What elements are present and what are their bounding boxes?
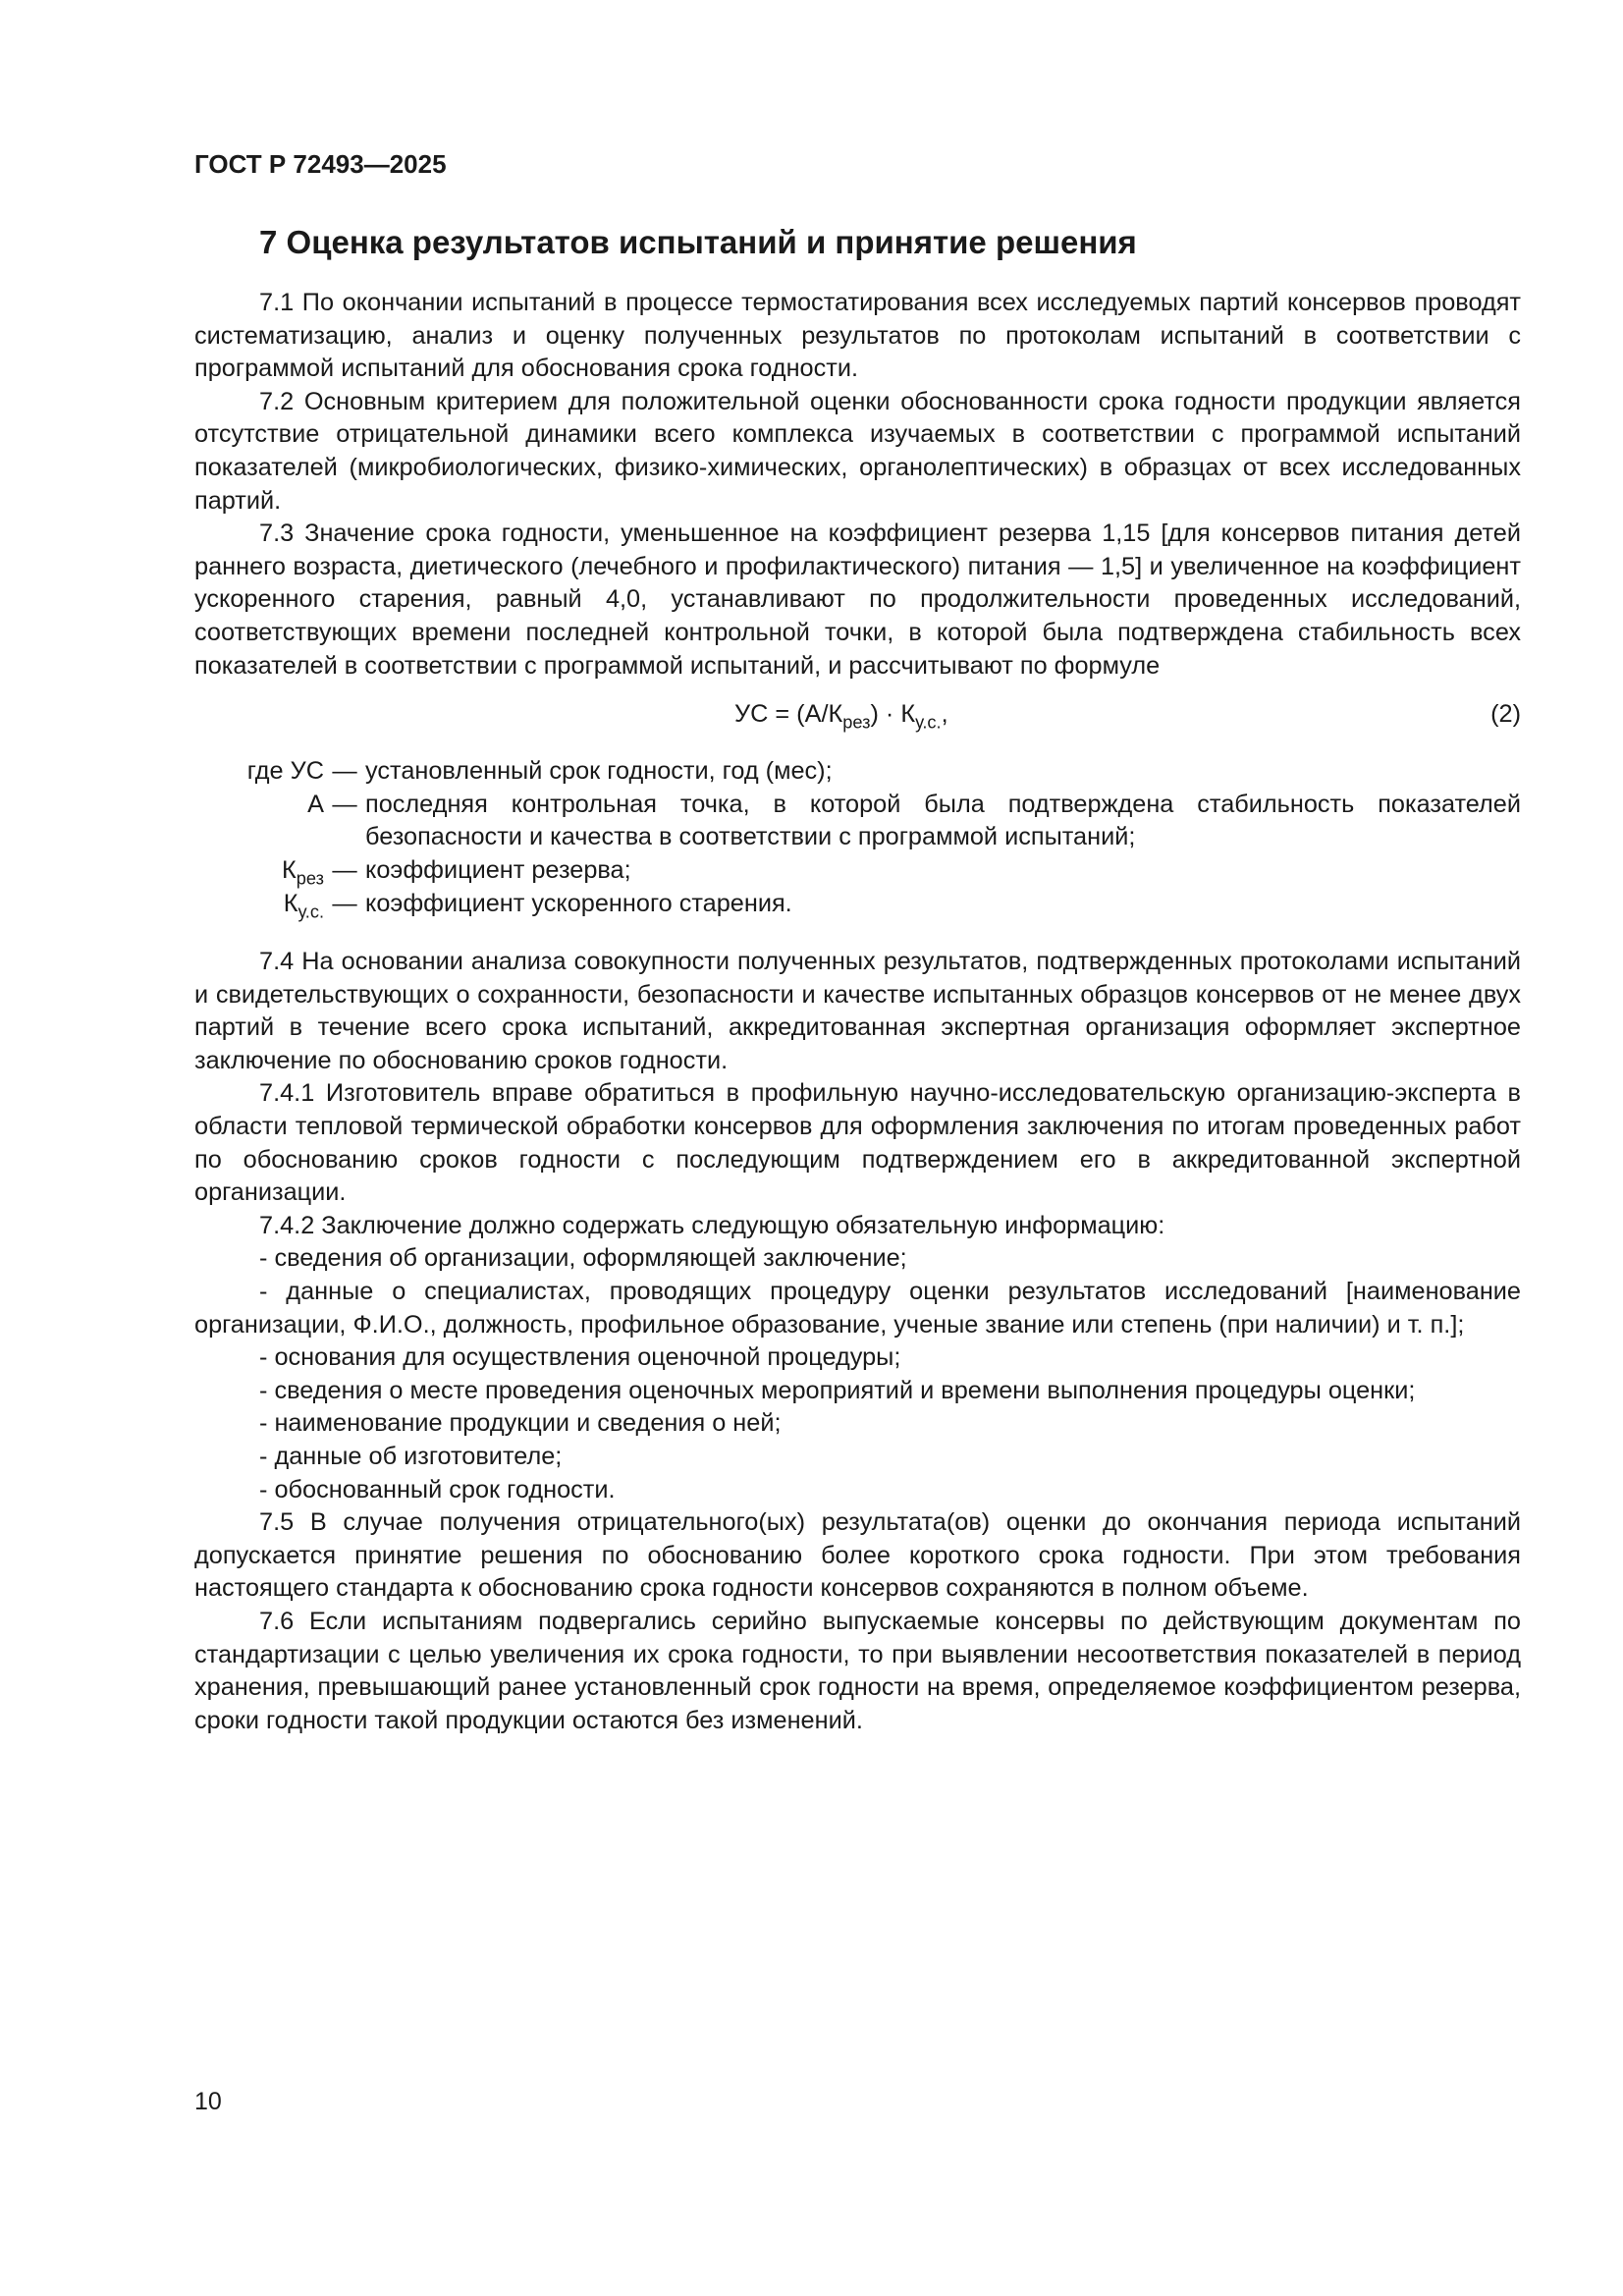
legend-row-a xyxy=(194,789,1521,854)
list-item: - обоснованный срок годности. xyxy=(259,1475,616,1503)
legend-dash: — xyxy=(332,757,357,786)
list-item: - данные об изготовителе; xyxy=(259,1443,563,1470)
formula-expression: УС = $(А/К_{рез}) \cdot К_{у.с.}$, xyxy=(734,700,948,733)
legend-row-kus xyxy=(194,888,1521,921)
formula-number: (2) xyxy=(1490,700,1521,729)
section-title: 7 Оценка результатов испытаний и принятие решения xyxy=(259,224,1137,260)
legend-row-us xyxy=(194,755,1521,789)
paragraph-7-3: 7.3 Значение срока годности, уменьшенное на коэффициент резерва 1,15 [для консервов питания детей раннего возраста, диетического (лечебного и профилактического) питания — 1,5] и увеличенное на коэффициент ускоренного старения, равный 4,0, устанавливают по продолжительности проведенных исследований, соответствующих времени последней контрольной точки, в которой была подтверждена стабильность всех показателей в соответствии с программой испытаний, и рассчитывают по формуле xyxy=(194,519,1521,680)
list-item: - сведения о месте проведения оценочных мероприятий и времени выполнения процедуры оценки; xyxy=(259,1376,1416,1404)
page-number: 10 xyxy=(194,2088,222,2115)
legend-symbol: А xyxy=(307,790,324,818)
document-body xyxy=(194,287,1521,1737)
paragraph-7-2: 7.2 Основным критерием для положительной оценки обоснованности срока годности продукции является отсутствие отрицательной динамики всего комплекса изучаемых в соответствии с программой испытаний показателей (микробиологических, физико-химических, органолептических) в образцах от всех исследованных партий. xyxy=(194,387,1521,515)
legend-symbol: $К_{у.с.}$ xyxy=(283,889,324,921)
legend-dash: — xyxy=(332,855,357,884)
legend-symbol: $К_{рез}$ xyxy=(282,855,324,889)
legend-dash: — xyxy=(332,889,357,917)
list-item: - данные о специалистах, проводящих процедуру оценки результатов исследований [наименование организации, Ф.И.О., должность, профильное образование, ученые звание или степень (при наличии) и т. п.]; xyxy=(194,1278,1521,1339)
list-item: - основания для осуществления оценочной процедуры; xyxy=(259,1343,901,1372)
paragraph-7-6: 7.6 Если испытаниям подвергались серийно выпускаемые консервы по действующим документам по стандартизации с целью увеличения их срока годности, то при выявлении несоответствия показателей в период хранения, превышающий ранее установленный срок годности на время, определяемое коэффициентом резерва, сроки годности такой продукции остаются без изменений. xyxy=(194,1607,1521,1734)
legend-text: установленный срок годности, год (мес); xyxy=(365,757,833,786)
legend-text: коэффициент ускоренного старения. xyxy=(365,889,792,917)
legend-row-krez xyxy=(194,854,1521,888)
document-header: ГОСТ Р 72493—2025 xyxy=(194,149,447,179)
formula-2 xyxy=(194,694,1521,741)
legend-symbol: где УС xyxy=(246,757,324,786)
paragraph-7-1: 7.1 По окончании испытаний в процессе термостатирования всех исследуемых партий консервов проводят систематизацию, анализ и оценку полученных результатов по протоколам испытаний в соответствии с программой испытаний для обоснования срока годности. xyxy=(194,289,1521,383)
legend-dash: — xyxy=(332,790,357,818)
paragraph-7-5: 7.5 В случае получения отрицательного(ых) результата(ов) оценки до окончания периода испытаний допускается принятие решения по обоснованию более короткого срока годности. При этом требования настоящего стандарта к обоснованию срока годности консервов сохраняются в полном объеме. xyxy=(194,1508,1521,1603)
legend-text: последняя контрольная точка, в которой была подтверждена стабильность показателей безопасности и качества в соответствии с программой испытаний; xyxy=(365,790,1521,851)
paragraph-7-4-2: 7.4.2 Заключение должно содержать следующую обязательную информацию: xyxy=(259,1211,1165,1239)
list-item: - наименование продукции и сведения о ней; xyxy=(259,1409,782,1438)
list-item: - сведения об организации, оформляющей заключение; xyxy=(259,1244,907,1273)
paragraph-7-4: 7.4 На основании анализа совокупности полученных результатов, подтвержденных протоколами испытаний и свидетельствующих о сохранности, безопасности и качестве испытанных образцов консервов от не менее двух партий в течение всего срока испытаний, аккредитованная экспертная организация оформляет экспертное заключение по обоснованию сроков годности. xyxy=(194,948,1521,1074)
legend-text: коэффициент резерва; xyxy=(365,855,631,884)
paragraph-7-4-1: 7.4.1 Изготовитель вправе обратиться в профильную научно-исследовательскую организацию-эксперта в области тепловой термической обработки консервов для оформления заключения по итогам проведенных работ по обоснованию сроков годности с последующим подтверждением его в аккредитованной экспертной организации. xyxy=(194,1079,1521,1207)
formula-legend xyxy=(194,755,1521,920)
